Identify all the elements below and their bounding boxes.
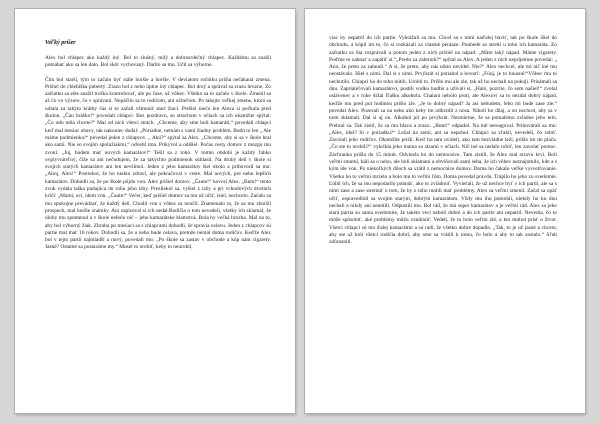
story-title: Veľký príšer [45,40,76,46]
document-page-left [15,9,295,413]
document-page-right [305,9,585,413]
paragraph: Alex bol chlapec ako každý iný. Bol to slušný, milý a dobrosrdečný chlapec. Každému sa snažil pomáhať ako sa len dalo. Bol skôr vychovaný. Darilo sa mu. Učil sa výborne. [45,55,271,69]
paragraph: Čím bol starší, tým to začalo byť stále horšie a horšie. V deviatom ročníku prišla nečakaná zmena. Prišiel do chlebiška pubertý. Zrazu bol z neho úplne iný chlapec. Bol drzý a správal sa zrazu hrozne. Zo začiatku sa ešte snažil troška kontrolovať, ale po čase, už vôbec. Všetko sa to začalo v škole. Zmenil sa až čo vo výzore, čo v správaní. Nepáčilo sa to rodičom, ani učiteľom. Po takejto veľkej zmene, ktorá sa udiala za takýto krátky čas si to začali všimnúť starí žiaci. Prešiel niečo len Alexa si počkala pred školou. „Čau bráško!“ povedali chlapci. Bez pozdravu, so strachom v očiach sa ich okamžite spýtal: „Čo odo mňa chcete?“ Mal od nich všetci strach. „Chceme, aby sme boli kamaráti,“ povedali chlapci keď mal mesiac obavy, tak nakoniec dodal: „Poriadne, nemám s vami žiadny problém. Budú to len „ Ale máme podmienku!“ povedal jeden z chlapcov. „ Akú?“ spýtal sa Alex. „Chceme, aby si sa v škole hral ako sami. Nie so svojím spolužiakmi,“ odvetil ima. Prikývol a odišiel. Počas cesty domov z mozgu mu zvoní: „Juj, budem mať nových kamarátov!“ Tešil sa z toho. V tomto období je každý ľahko ovplyvniteľný, čiže sa ani nečudujem, že za takýchto podmienok súhlasil. Na druhý deň v škole si svojich starých kamarátov ani len nevšimol. Jeden z jeho kamarátov šiel okolo a prihovoril sa mu: „Ahoj, Alex!“ Postrehol, že ho niekto zdraví, ale pokračoval v ceste. Mal nových, pre neho lepších kamarátov. Dohodli sa, že po škole pôjdu von. Alex prišiel domov. „Čaute!“ hovorí Alex. „Bum!“ tento zvuk vydala taška padajúca do rohu jeho izby. Prezliekol sa, vyšiel z izby a pri vchodových dverách kričí: „Mami, oci, idem von. „Čaute!“ Večer, keď prišiel domov sa mu už učiť, ísiel, nechcelo. Začalo sa mu spokojne prevádzať, že každý deň. Chodil von s vôbec sa neučil. Znamenalo to, že sa mu zhoršil prospech, mal horšie známky. Ani zapisoval si ich nedal.Rodičia o tom nevedeli, všetky ich sklamal, že úlohy mu spomenul a v škole nebolo nič – jeho kamarátske klamstvá. Bola by veľká hrozba. Mal na to, aby bol výborný žiak. Zhruba po mesiaci sa s chlapcami dohodli, že spravia oslavu. Jeden z chlapcov sú partie mal mať 16 rokov. Dohodli sa, že u neho bude oslava, pretože nemal doma rodičov. Keďže Alex bol v tejto partii najmladší a nový, povedali mu: „Po škole sa zastav v obchode a kúp nám cigarety. Jasné? Ostatné sa postaráme my.“ Musel to urobiť, keby to neurobil, [45,76,271,251]
paragraph: viac by nepatril do ich partie. Vyhrážali sa mu. Chcel sa s nimi naďalej baviť, tak po škole išiel do obchodu, a kúpil im to, čo si rozkázali za vlastné peniaze. Poobede sa stretli u toho ich kamaráta. Zo začiatku sa iba rozprávali a potom jeden z nich prišiel na nápad: „Mám taký nápad. Máme cigarety. Poďme to zahnať a zapáliť si.“„Predo za zahrnuli?“ spýtal sa Alex. A jeden z nich nepríjemne povedal: „ Ano, že preto za zahnuli.“ A si, že preto, aby nás nikto nevidel. Nie?“ Alex nechcel, ale mi nič iné mu neostávalo. Išiel s nimi. Dal si s nimi. Prvýkrát si potiahol a hovorí: „Fúuj, je to hnusné!“Vôbec mu to nechutilo. Chlapci ho do toho nútili. Urobil to. Prišlo mu ale zle, tak už ho nechali na pokoji. Prisámali sa dnu. Zapriateľovali kamarátovi, pustili vodku hudbu a užívali si. „Haló, pozrite, čo som našiel!“ zvolal oslávenec a v ruke držal fľašku alkoholu. Chalani nebolo proti, ale Alexovi sa to nezdal dobrý nápad, keďže mu pred pol hodinou prišlo zle. „Je to dobrý nápad? Ja asi nebudem, lebo mi bude zase zle.“ povedal Alex. Pozerali sa na neho ako keby im odbrzdil z nosa. Nikoli ho dňaj, a on nechcel, aby sa v nom sklamali. Dal si aj on. Alkohol pil po prvýkrát. Nesmierne, že sa pomalému zvládne jeho telo. Prebral sa. Tak zistil, že sa mu hlava a zrazu. „Bum!“ odpadol. Na mě nereagoval. Prihovárali sa mu: „Alex, ideš? Si v poriadku?“ Ležal na zemi, ani sa nepohol. Chlapci sa zľakli, nevedeli, čo robiť. Zavolali jeho rodičov. Okamžite prišli. Keď ho tam uvideli, ako tam bezvládne leží, prišlo im do plača. „Čo ste to urobili?“ vykríkla jeho mama so slzami v očiach. Nič iné sa nedalo robiť, len zavolať pomoc. Záchranka prišla do 15 minút. Odviezla ho do nemocnice. Tam zistili, že Alex mal otravu krvi. Boli veľmi smutní, báli sa o neho, ale boli sklamaní a obviňovali sami seba, že ich vôbec neznajomilo, kde a s kým ide von. Po niekoľkých dňoch sa vrátil z nemocnice domov. Doma ho čakalo veľké vysvetľovanie. Všetko ho to veľmi mrzelo a bolo mu to veľmi ľúto. Doma povedal pravdu. Trápilo ho jeho zo svedomie. Ľúbil ich, že sa mu nepodarilo pohnúť, ako to zvládnuť. Vyvieťali, že už nechce byť v ich partii, ale sa s nimi zase a zase stretnúť o tom, že by z toho mohli mať problémy. Alex sa veľmi zmenil. Začal sa opäť učiť, ospravedlnil sa svojim starým, dobrým kamarátom. Vždy mu ihu pomohli, niekdy ho ku dnu nechali a nikdy ani nenútili. Odpustili mu. Bol rád, že má super kamarátov a je veľmi rád. Alex sa jeho stará partia so sama svedomite, že takéto veci neboli dobré a do ich partie ani nepatril. Nevedia, čo to môže spôsobiť, aké problémy môžu vzniknúť. Vedeli, že to bolo veľmi zlé, a kto mohol prísť o život. Všetci chlapci sú mu ďalej kamarátmi a sú radi, že všetko dobre dopadlo. „Tak, to je už jasné a chcem, aby ste už boli všetci rodičia dobrí, aby sme sa vrátili k tomu, čo bolo a aby to tak zostalo.“ Sľub zdôraznili. [329,35,557,246]
